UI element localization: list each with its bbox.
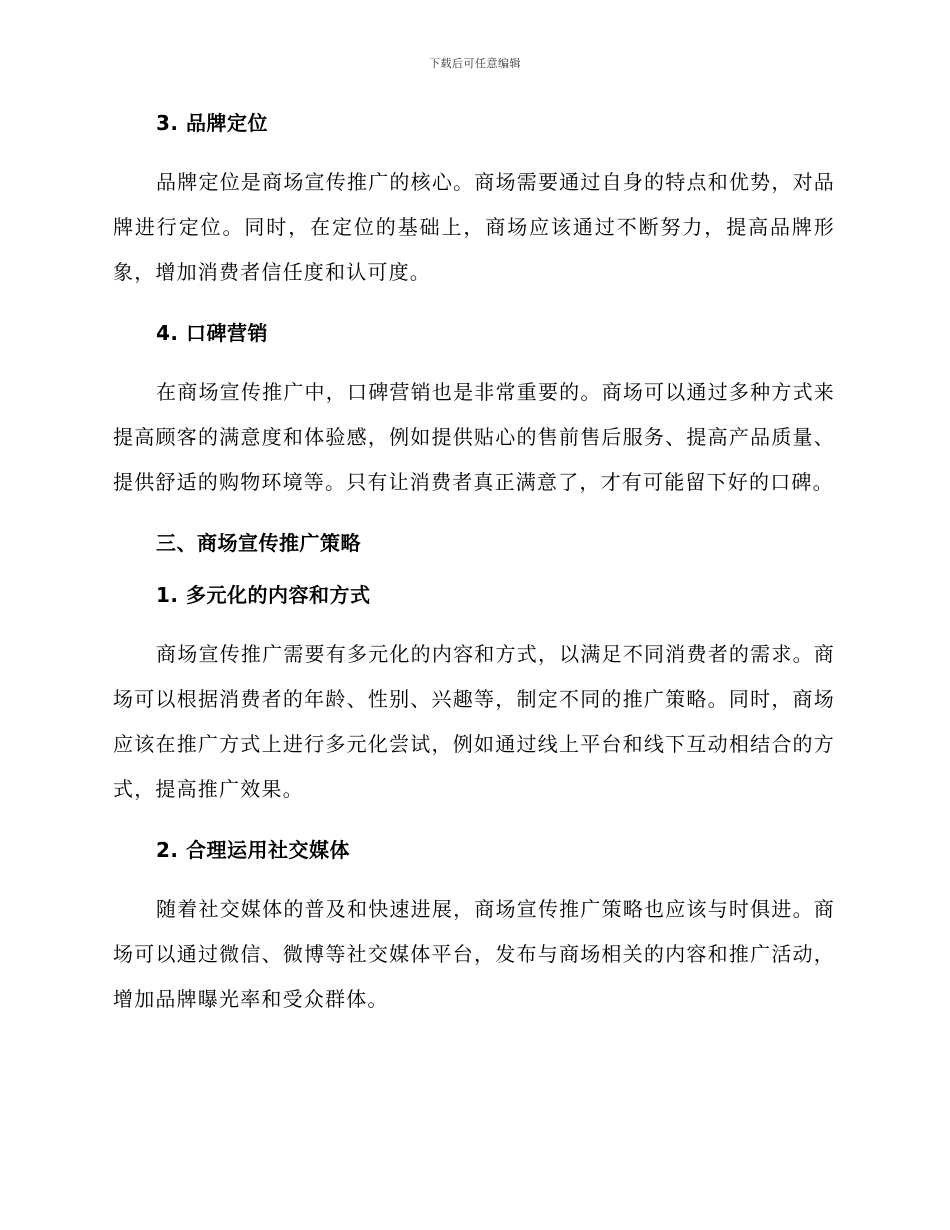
paragraph-word-of-mouth: 在商场宣传推广中，口碑营销也是非常重要的。商场可以通过多种方式来提高顾客的满意度和体验感，例如提供贴心的售前售后服务、提高产品质量、提供舒适的购物环境等。只有让消费者真正满意了，才有可能留下好的口碑。 xyxy=(113,380,835,494)
paragraph-diversified-content: 商场宣传推广需要有多元化的内容和方式，以满足不同消费者的需求。商场可以根据消费者的年龄、性别、兴趣等，制定不同的推广策略。同时，商场应该在推广方式上进行多元化尝试，例如通过线上平台和线下互动相结合的方式，提高推广效果。 xyxy=(113,642,835,801)
section-heading-social-media: 2. 合理运用社交媒体 xyxy=(156,838,350,862)
document-body xyxy=(113,108,835,1022)
paragraph-brand-positioning: 品牌定位是商场宣传推广的核心。商场需要通过自身的特点和优势，对品牌进行定位。同时，在定位的基础上，商场应该通过不断努力，提高品牌形象，增加消费者信任度和认可度。 xyxy=(113,170,835,284)
paragraph-social-media: 随着社交媒体的普及和快速进展，商场宣传推广策略也应该与时俱进。商场可以通过微信、微博等社交媒体平台，发布与商场相关的内容和推广活动，增加品牌曝光率和受众群体。 xyxy=(113,897,835,1011)
chapter-heading-promotion-strategy: 三、商场宣传推广策略 xyxy=(156,531,361,555)
section-heading-diversified-content: 1. 多元化的内容和方式 xyxy=(156,583,371,607)
page-header-note: 下载后可任意编辑 xyxy=(429,57,521,70)
section-heading-word-of-mouth: 4. 口碑营销 xyxy=(156,321,268,345)
section-heading-brand-positioning: 3. 品牌定位 xyxy=(156,111,268,135)
